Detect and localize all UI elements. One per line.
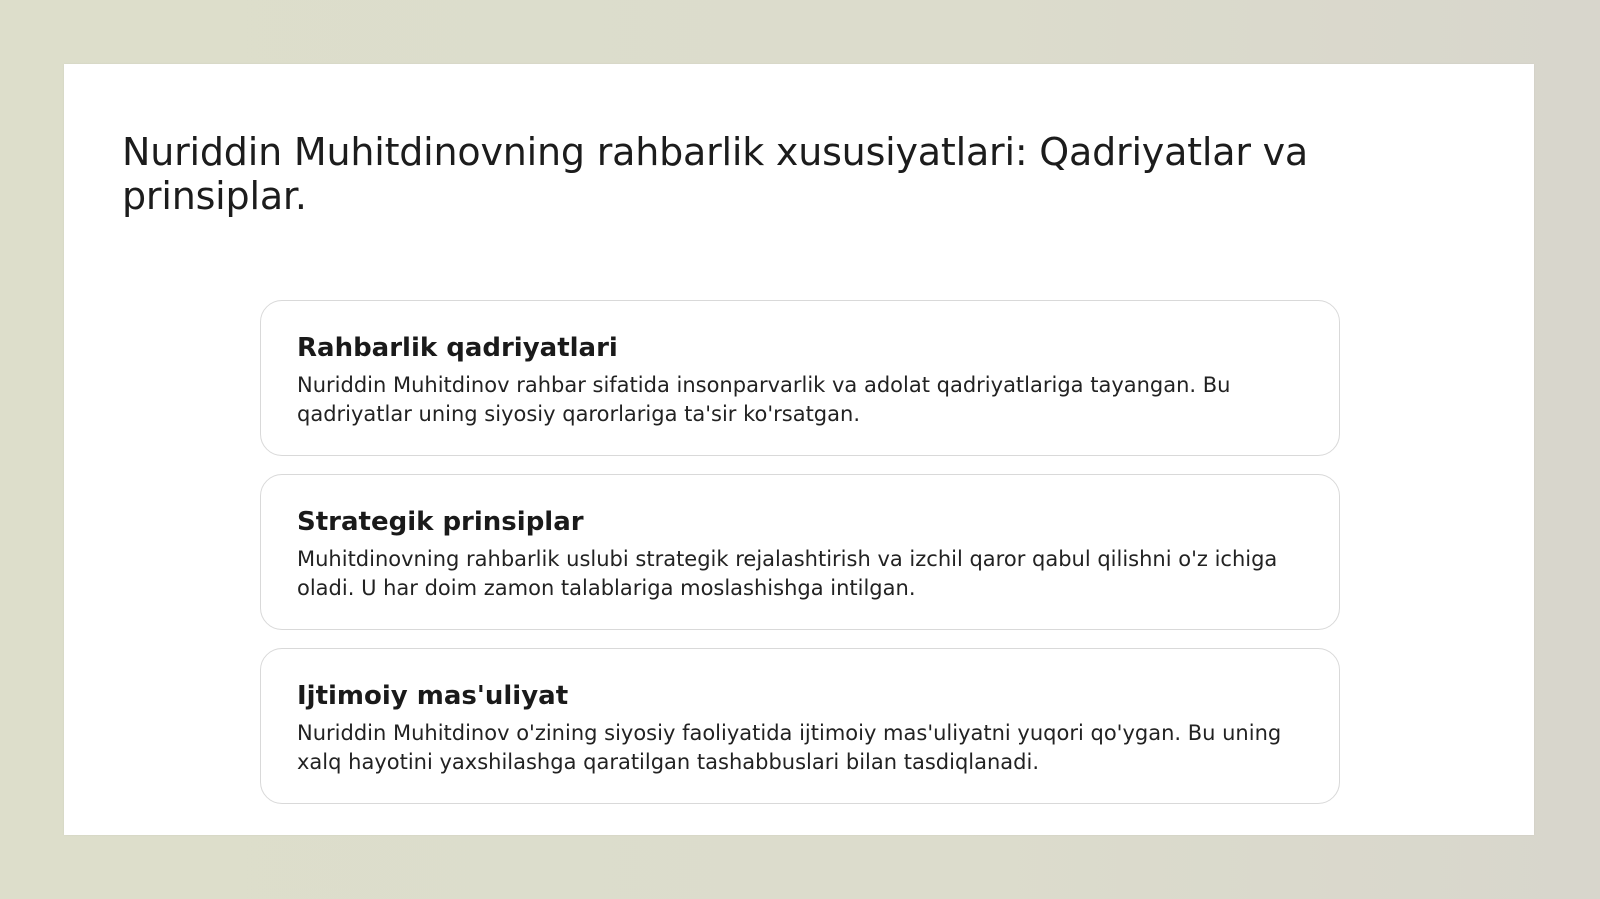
card-heading: Strategik prinsiplar: [297, 507, 584, 537]
card-leadership-values: [260, 300, 1340, 456]
slide-title: Nuriddin Muhitdinovning rahbarlik xususiyatlari: Qadriyatlar va prinsiplar.: [122, 130, 1308, 218]
card-heading: Ijtimoiy mas'uliyat: [297, 681, 569, 711]
card-list: [260, 300, 1340, 822]
card-text: Muhitdinovning rahbarlik uslubi strategik rejalashtirish va izchil qaror qabul qilishni o'z ichiga oladi. U har doim zamon talablariga moslashishga intilgan.: [297, 547, 1278, 600]
card-strategic-principles: [260, 474, 1340, 630]
card-social-responsibility: [260, 648, 1340, 804]
slide: [64, 64, 1534, 835]
card-text: Nuriddin Muhitdinov o'zining siyosiy faoliyatida ijtimoiy mas'uliyatni yuqori qo'ygan. Bu uning xalq hayotini yaxshilashga qaratilgan tashabbuslari bilan tasdiqlanadi.: [297, 721, 1282, 774]
card-heading: Rahbarlik qadriyatlari: [297, 333, 618, 363]
card-text: Nuriddin Muhitdinov rahbar sifatida insonparvarlik va adolat qadriyatlariga tayangan. Bu qadriyatlar uning siyosiy qarorlariga ta'sir ko'rsatgan.: [297, 373, 1231, 426]
